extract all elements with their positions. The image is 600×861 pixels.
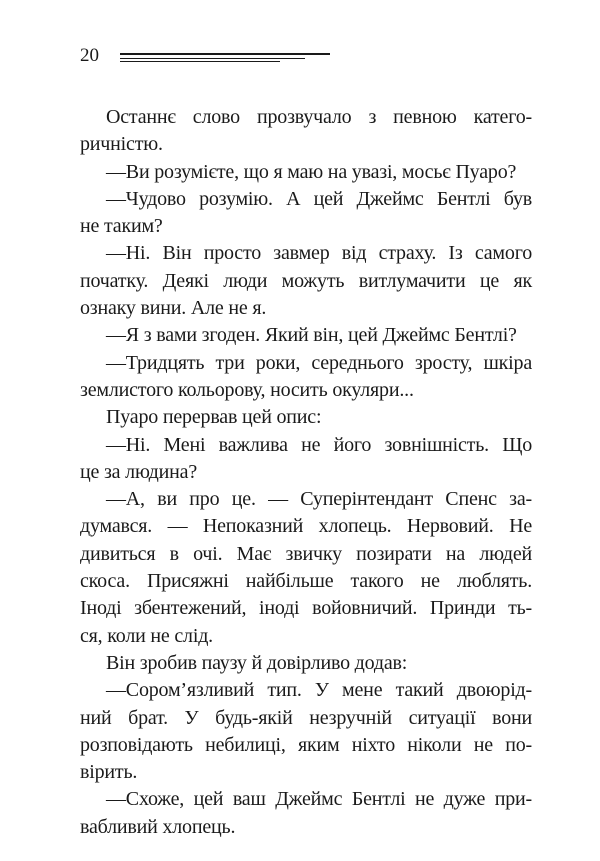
text-line: —Схоже, цей ваш Джеймс Бентлі не дуже при- — [106, 788, 532, 811]
text-line: Він зробив паузу й довірливо додав: — [106, 651, 408, 674]
text-line: —Сором’язливий тип. У мене такий двоюрід- — [106, 679, 532, 702]
text-line: —Ні. Він просто завмер від страху. Із самого — [106, 242, 532, 265]
text-line: ричністю. — [80, 133, 163, 156]
text-body — [80, 104, 532, 841]
header-rule — [120, 61, 280, 62]
text-line: —А, ви про це. — Суперінтендант Спенс за- — [106, 488, 532, 511]
text-line: землистого кольорову, носить окуляри... — [80, 378, 414, 401]
text-line: —Ви розумієте, що я маю на увазі, мосьє Пуаро? — [106, 160, 517, 183]
text-line: —Тридцять три роки, середнього зросту, шкіра — [106, 351, 532, 374]
text-line: ся, коли не слід. — [80, 624, 213, 647]
page-header — [80, 45, 340, 67]
text-line: Іноді збентежений, іноді войовничий. Принди ть- — [80, 597, 532, 620]
text-line: Пуаро перервав цей опис: — [106, 406, 322, 429]
text-line: не таким? — [80, 215, 163, 238]
page-number: 20 — [80, 45, 99, 66]
text-line: початку. Деякі люди можуть витлумачити це як — [80, 269, 532, 292]
text-line: —Ні. Мені важлива не його зовнішність. Що — [106, 433, 532, 456]
text-line: вірить. — [80, 761, 138, 784]
text-line: це за людина? — [80, 460, 197, 483]
header-rule — [120, 53, 330, 55]
text-line: Останнє слово прозвучало з певною катего- — [106, 106, 532, 128]
text-line: ний брат. У будь-якій незручній ситуації вони — [80, 706, 532, 729]
text-line: скоса. Присяжні найбільше такого не люблять. — [80, 570, 532, 593]
text-line: —Я з вами згоден. Який він, цей Джеймс Бентлі? — [106, 324, 517, 347]
text-line: ознаку вини. Але не я. — [80, 297, 267, 320]
text-line: вабливий хлопець. — [80, 815, 236, 838]
text-line: думався. — Непоказний хлопець. Нервовий. Не — [80, 515, 532, 538]
text-line: —Чудово розумію. А цей Джеймс Бентлі був — [106, 187, 532, 210]
text-line: розповідають небилиці, яким ніхто ніколи не по- — [80, 733, 532, 756]
header-rule — [120, 58, 305, 59]
text-line: дивиться в очі. Має звичку позирати на людей — [80, 542, 532, 565]
